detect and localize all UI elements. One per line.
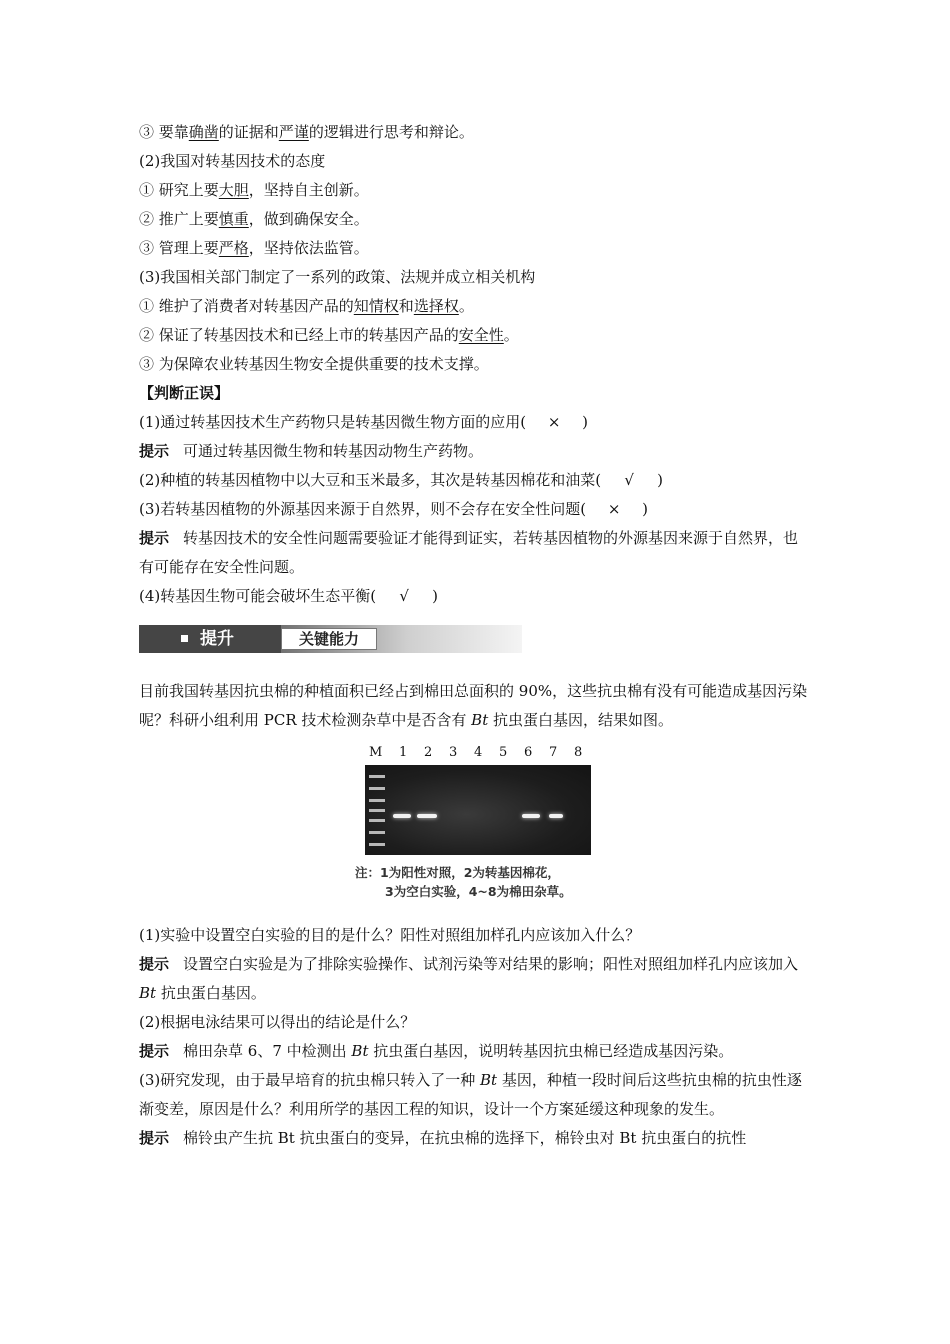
question: (1)实验中设置空白实验的目的是什么？阳性对照组加样孔内应该加入什么？ [139,926,641,944]
ladder-band [369,831,385,834]
lane-label: 4 [474,745,483,760]
lane-label: 3 [449,745,458,760]
hint: 提示 可通过转基因微生物和转基因动物生产药物。 [139,442,484,460]
gel-band-1 [393,814,411,818]
question: (2)根据电泳结果可以得出的结论是什么？ [139,1013,416,1031]
lane-label: 8 [574,745,583,760]
section-banner [139,619,811,663]
hint-label: 提示 [139,1042,170,1060]
ladder-band [369,843,385,846]
lane-label: 2 [424,745,433,760]
judge-question: (2)种植的转基因植物中以大豆和玉米最多，其次是转基因棉花和油菜( √ ) [139,466,811,495]
judge-mark: × [607,500,621,518]
lane-label: 1 [399,745,408,760]
page-content [139,118,811,1153]
attitude-heading: (2)我国对转基因技术的态度 [139,152,326,170]
hint: 提示 设置空白实验是为了排除实验操作、试剂污染等对结果的影响；阳性对照组加样孔内应该加入 Bt 抗虫蛋白基因。 [139,955,799,1002]
hint-label: 提示 [139,529,170,547]
list-item: ② 推广上要慎重，做到确保安全。 [139,210,369,228]
list-item: ① 维护了消费者对转基因产品的知情权和选择权。 [139,297,474,315]
list-item: ① 研究上要大胆，坚持自主创新。 [139,181,369,199]
lane-label: 7 [549,745,558,760]
gel-band-7 [549,814,563,818]
hint-label: 提示 [139,442,170,460]
judge-question: (3)若转基因植物的外源基因来源于自然界，则不会存在安全性问题( × ) [139,495,811,524]
hint-label: 提示 [139,1129,170,1147]
gel-band-6 [522,814,540,818]
banner-box-label: 关键能力 [281,628,377,650]
lane-label: 5 [499,745,508,760]
figure-caption: 注：1为阳性对照，2为转基因棉花， 3为空白实验，4~8为棉田杂草。 [355,865,572,899]
gel-image [365,765,591,855]
intro-paragraph: 目前我国转基因抗虫棉的种植面积已经占到棉田总面积的 90%，这些抗虫棉有没有可能造成基因污染呢？科研小组利用 PCR 技术检测杂草中是否含有 Bt 抗虫蛋白基因，结果如图。 [139,682,808,729]
gel-band-2 [417,814,437,818]
list-item: ③ 为保障农业转基因生物安全提供重要的技术支撑。 [139,355,489,373]
list-item: ③ 管理上要严格，坚持依法监管。 [139,239,369,257]
ladder-band [369,809,385,812]
policy-heading: (3)我国相关部门制定了一系列的政策、法规并成立相关机构 [139,268,536,286]
list-item: ③ 要靠确凿的证据和严谨的逻辑进行思考和辩论。 [139,123,474,141]
ladder-band [369,799,385,802]
hint: 提示 转基因技术的安全性问题需要验证才能得到证实，若转基因植物的外源基因来源于自然界，也有可能存在安全性问题。 [139,529,799,576]
square-icon [181,635,188,642]
judge-mark: √ [624,471,634,489]
hint: 提示 棉田杂草 6、7 中检测出 Bt 抗虫蛋白基因，说明转基因抗虫棉已经造成基因污染。 [139,1042,734,1060]
ladder-band [369,775,385,778]
banner-dark-label: 提升 [139,625,281,653]
hint-label: 提示 [139,955,170,973]
question: (3)研究发现，由于最早培育的抗虫棉只转入了一种 Bt 基因，种植一段时间后这些抗虫棉的抗虫性逐渐变差，原因是什么？利用所学的基因工程的知识，设计一个方案延缓这种现象的发生。 [139,1071,802,1118]
lane-label: 6 [524,745,533,760]
ladder-band [369,787,385,790]
lane-label: M [369,745,383,760]
list-item: ② 保证了转基因技术和已经上市的转基因产品的安全性。 [139,326,519,344]
hint: 提示 棉铃虫产生抗 Bt 抗虫蛋白的变异，在抗虫棉的选择下，棉铃虫对 Bt 抗虫蛋白的抗性 [139,1129,747,1147]
judge-question: (1)通过转基因技术生产药物只是转基因微生物方面的应用( × ) [139,408,811,437]
judge-mark: × [547,413,561,431]
ladder-band [369,819,385,822]
judge-mark: √ [399,587,409,605]
lane-labels [367,745,597,765]
judge-title: 【判断正误】 [139,384,230,402]
judge-question: (4)转基因生物可能会破坏生态平衡( √ ) [139,582,811,611]
gel-figure [139,745,811,915]
